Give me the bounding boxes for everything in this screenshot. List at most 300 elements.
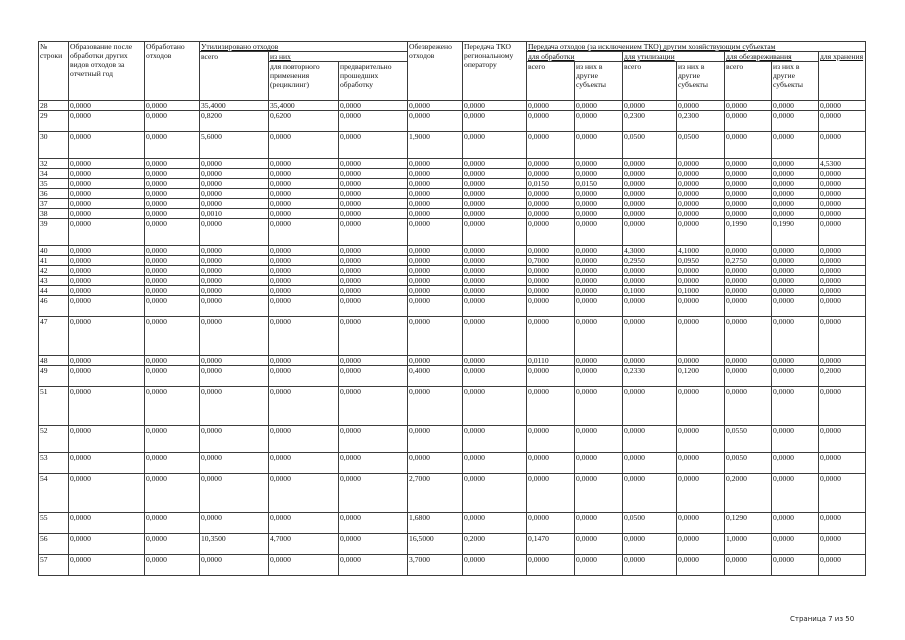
value-cell: 0,0000 [575,387,623,426]
value-cell: 0,0000 [145,356,200,366]
row-number-cell: 38 [39,209,69,219]
value-cell: 0,0000 [677,199,725,209]
value-cell: 0,0000 [527,189,575,199]
value-cell: 0,0000 [527,387,575,426]
value-cell: 0,0000 [408,266,463,276]
value-cell: 0,0000 [463,179,527,189]
table-row [39,453,866,474]
value-cell: 0,0000 [408,179,463,189]
value-cell: 0,0000 [69,453,145,474]
value-cell: 0,0000 [339,189,408,199]
value-cell: 0,0000 [772,246,819,256]
value-cell: 4,5300 [819,159,866,169]
header-neutralization-total: всего [725,62,772,101]
value-cell: 0,0000 [575,132,623,159]
value-cell: 0,0000 [677,474,725,513]
value-cell: 1,0000 [725,534,772,555]
value-cell: 0,0000 [677,555,725,576]
value-cell: 0,0000 [463,159,527,169]
value-cell: 0,0000 [463,513,527,534]
value-cell: 0,0000 [772,356,819,366]
value-cell: 0,0000 [623,209,677,219]
value-cell: 0,0000 [575,474,623,513]
value-cell: 0,0000 [725,366,772,387]
value-cell: 0,0000 [200,356,269,366]
value-cell: 0,0000 [623,169,677,179]
value-cell: 0,0000 [269,179,339,189]
value-cell: 0,0000 [819,189,866,199]
value-cell: 0,0000 [772,179,819,189]
table-row [39,169,866,179]
value-cell: 0,2000 [463,534,527,555]
row-number-cell: 30 [39,132,69,159]
value-cell: 0,0000 [339,356,408,366]
header-group-processing: для обработки [527,52,623,62]
value-cell: 0,0000 [623,317,677,356]
value-cell: 0,0000 [725,286,772,296]
table-row [39,534,866,555]
value-cell: 0,0500 [677,132,725,159]
row-number-cell: 57 [39,555,69,576]
value-cell: 0,0000 [677,266,725,276]
waste-report-table [38,41,866,576]
header-processing-total: всего [527,62,575,101]
value-cell: 1,6800 [408,513,463,534]
value-cell: 0,0000 [677,169,725,179]
value-cell: 0,0000 [269,286,339,296]
value-cell: 0,0000 [677,453,725,474]
value-cell: 0,0000 [339,286,408,296]
value-cell: 0,0000 [339,453,408,474]
value-cell: 0,0000 [725,189,772,199]
value-cell: 0,0000 [623,296,677,317]
row-number-cell: 34 [39,169,69,179]
page-number: Страница 7 из 50 [790,615,855,623]
row-number-cell: 43 [39,276,69,286]
value-cell: 0,0000 [339,101,408,111]
value-cell: 0,0000 [623,199,677,209]
value-cell: 0,0000 [575,266,623,276]
value-cell: 0,0000 [269,159,339,169]
header-row-number: № строки [39,42,69,101]
value-cell: 0,1290 [725,513,772,534]
value-cell: 0,0000 [69,101,145,111]
value-cell: 0,0000 [69,111,145,132]
value-cell: 0,0000 [772,453,819,474]
value-cell: 0,0000 [145,199,200,209]
value-cell: 0,0000 [145,159,200,169]
row-number-cell: 37 [39,199,69,209]
value-cell: 3,7000 [408,555,463,576]
value-cell: 0,0000 [200,256,269,266]
value-cell: 35,4000 [200,101,269,111]
table-row [39,474,866,513]
value-cell: 0,0000 [200,179,269,189]
value-cell: 0,0000 [269,296,339,317]
row-number-cell: 47 [39,317,69,356]
value-cell: 0,0000 [463,209,527,219]
table-row [39,296,866,317]
row-number-cell: 53 [39,453,69,474]
value-cell: 0,0000 [623,453,677,474]
value-cell: 0,0000 [269,366,339,387]
value-cell: 0,0000 [200,366,269,387]
value-cell: 0,0000 [69,296,145,317]
value-cell: 0,0000 [819,474,866,513]
row-number-cell: 42 [39,266,69,276]
table-row [39,179,866,189]
value-cell: 0,0000 [269,246,339,256]
table-row [39,132,866,159]
table-row [39,189,866,199]
value-cell: 0,1990 [725,219,772,246]
value-cell: 0,0000 [725,159,772,169]
value-cell: 0,0000 [69,366,145,387]
value-cell: 0,0000 [200,387,269,426]
value-cell: 0,0000 [339,219,408,246]
value-cell: 0,0000 [200,555,269,576]
table-row [39,366,866,387]
value-cell: 0,0000 [677,209,725,219]
value-cell: 0,2950 [623,256,677,266]
row-number-cell: 44 [39,286,69,296]
value-cell: 0,0000 [69,474,145,513]
value-cell: 0,0000 [69,555,145,576]
value-cell: 1,9000 [408,132,463,159]
value-cell: 0,0000 [527,453,575,474]
value-cell: 0,0000 [145,366,200,387]
value-cell: 0,0000 [819,179,866,189]
value-cell: 0,0000 [145,266,200,276]
value-cell: 0,0000 [408,159,463,169]
value-cell: 0,0000 [339,179,408,189]
value-cell: 0,0000 [819,286,866,296]
row-number-cell: 49 [39,366,69,387]
value-cell: 0,0000 [772,199,819,209]
table-row [39,356,866,366]
table-row [39,209,866,219]
header-util-recycling: для повторного применения (рециклинг) [269,62,339,101]
value-cell: 0,0000 [527,132,575,159]
value-cell: 0,0000 [69,286,145,296]
table-row [39,101,866,111]
header-utilized: Утилизировано отходов [200,42,408,52]
value-cell: 0,0000 [145,246,200,256]
value-cell: 0,0000 [623,276,677,286]
value-cell: 0,0000 [408,199,463,209]
value-cell: 0,0000 [408,317,463,356]
value-cell: 0,0000 [200,453,269,474]
value-cell: 0,0000 [200,199,269,209]
value-cell: 4,3000 [623,246,677,256]
value-cell: 0,0000 [200,169,269,179]
value-cell: 0,0000 [772,286,819,296]
value-cell: 0,0000 [575,513,623,534]
value-cell: 0,2300 [677,111,725,132]
value-cell: 0,0000 [200,276,269,286]
value-cell: 0,0000 [772,169,819,179]
value-cell: 0,0000 [575,189,623,199]
value-cell: 0,0000 [623,534,677,555]
value-cell: 0,0000 [463,111,527,132]
value-cell: 0,0000 [623,219,677,246]
value-cell: 0,0000 [677,159,725,169]
value-cell: 0,0000 [408,296,463,317]
value-cell: 0,0010 [200,209,269,219]
value-cell: 0,0000 [269,266,339,276]
table-row [39,266,866,276]
value-cell: 0,0000 [269,426,339,453]
value-cell: 0,0000 [339,555,408,576]
value-cell: 0,0000 [200,426,269,453]
value-cell: 0,0000 [575,209,623,219]
value-cell: 0,0000 [145,179,200,189]
value-cell: 0,0000 [339,169,408,179]
value-cell: 0,0000 [269,209,339,219]
table-row [39,199,866,209]
value-cell: 0,0000 [463,555,527,576]
header-processing-other: из них в другие субъекты [575,62,623,101]
value-cell: 0,0000 [677,426,725,453]
value-cell: 0,0000 [339,534,408,555]
value-cell: 0,0500 [623,132,677,159]
value-cell: 0,0000 [463,101,527,111]
value-cell: 35,4000 [269,101,339,111]
value-cell: 0,0000 [69,513,145,534]
report-sheet [38,41,866,576]
header-transfer-other: Передача отходов (за исключением ТКО) другим хозяйствующим субъектам [527,42,866,52]
value-cell: 0,0000 [269,189,339,199]
row-number-cell: 48 [39,356,69,366]
value-cell: 0,1000 [623,286,677,296]
value-cell: 0,0000 [527,513,575,534]
value-cell: 0,0000 [575,426,623,453]
value-cell: 0,0000 [463,266,527,276]
value-cell: 0,0110 [527,356,575,366]
table-body [39,101,866,576]
value-cell: 0,0000 [200,474,269,513]
value-cell: 0,0000 [819,356,866,366]
value-cell: 0,0000 [339,513,408,534]
value-cell: 0,0000 [819,256,866,266]
value-cell: 0,2000 [725,474,772,513]
value-cell: 16,5000 [408,534,463,555]
value-cell: 0,0000 [339,276,408,286]
value-cell: 0,0000 [819,296,866,317]
value-cell: 0,0000 [819,101,866,111]
value-cell: 0,0000 [623,159,677,169]
value-cell: 0,0000 [200,513,269,534]
value-cell: 0,0000 [772,132,819,159]
value-cell: 0,0000 [772,101,819,111]
value-cell: 0,0000 [339,209,408,219]
value-cell: 0,2300 [623,111,677,132]
value-cell: 0,0000 [725,209,772,219]
value-cell: 0,0000 [623,387,677,426]
value-cell: 0,0000 [145,387,200,426]
value-cell: 0,0000 [145,189,200,199]
value-cell: 0,0000 [200,286,269,296]
table-row [39,387,866,426]
value-cell: 0,0000 [725,276,772,286]
value-cell: 0,4000 [408,366,463,387]
table-row [39,276,866,286]
value-cell: 0,0000 [269,219,339,246]
value-cell: 0,0950 [677,256,725,266]
value-cell: 0,0000 [408,286,463,296]
value-cell: 0,0000 [527,366,575,387]
value-cell: 0,0000 [677,513,725,534]
header-utilization-other: из них в другие субъекты [677,62,725,101]
row-number-cell: 55 [39,513,69,534]
value-cell: 0,0000 [69,169,145,179]
value-cell: 4,1000 [677,246,725,256]
value-cell: 0,0000 [819,513,866,534]
value-cell: 0,0000 [145,426,200,453]
value-cell: 0,0000 [463,246,527,256]
value-cell: 0,2750 [725,256,772,266]
value-cell: 0,0000 [677,179,725,189]
header-utilization-total: всего [623,62,677,101]
value-cell: 0,0000 [145,276,200,286]
value-cell: 0,0000 [145,219,200,246]
value-cell: 0,0000 [200,317,269,356]
value-cell: 0,0000 [677,276,725,286]
value-cell: 0,0000 [527,276,575,286]
value-cell: 0,0150 [527,179,575,189]
value-cell: 0,0000 [725,296,772,317]
value-cell: 0,0000 [69,132,145,159]
value-cell: 0,0000 [725,111,772,132]
table-row [39,256,866,266]
value-cell: 0,0000 [463,189,527,199]
value-cell: 0,0000 [575,111,623,132]
value-cell: 0,0000 [463,296,527,317]
header-processed: Обработано отходов [145,42,200,101]
header-util-total: всего [200,52,269,101]
value-cell: 0,0000 [819,534,866,555]
header-transfer-tko: Передача ТКО региональному оператору [463,42,527,101]
value-cell: 0,0000 [772,387,819,426]
value-cell: 0,0000 [623,179,677,189]
value-cell: 0,0000 [527,169,575,179]
value-cell: 0,0000 [269,513,339,534]
row-number-cell: 35 [39,179,69,189]
value-cell: 0,0000 [408,453,463,474]
table-row [39,219,866,246]
value-cell: 0,0000 [819,317,866,356]
value-cell: 0,0000 [772,426,819,453]
value-cell: 0,0000 [772,266,819,276]
value-cell: 0,0000 [339,256,408,266]
value-cell: 0,0000 [200,296,269,317]
value-cell: 0,0000 [575,159,623,169]
value-cell: 0,0000 [725,555,772,576]
table-row [39,555,866,576]
value-cell: 0,0000 [527,555,575,576]
value-cell: 0,0000 [69,426,145,453]
value-cell: 0,0000 [69,317,145,356]
value-cell: 0,0000 [463,317,527,356]
value-cell: 0,0150 [575,179,623,189]
value-cell: 0,0000 [463,453,527,474]
value-cell: 0,0000 [145,111,200,132]
value-cell: 0,0000 [408,387,463,426]
row-number-cell: 32 [39,159,69,169]
header-formed: Образование после обработки других видов отходов за отчетный год [69,42,145,101]
value-cell: 0,0000 [145,169,200,179]
value-cell: 0,0000 [408,209,463,219]
value-cell: 0,0000 [527,219,575,246]
value-cell: 0,0000 [819,111,866,132]
value-cell: 0,7000 [527,256,575,266]
value-cell: 0,0000 [463,169,527,179]
header-util-of-them: из них [269,52,408,62]
value-cell: 0,0000 [575,199,623,209]
value-cell: 2,7000 [408,474,463,513]
value-cell: 0,0000 [527,474,575,513]
value-cell: 0,0000 [772,317,819,356]
value-cell: 0,0000 [527,209,575,219]
value-cell: 0,0000 [527,246,575,256]
header-util-preparation: предварительно прошедших обработку [339,62,408,101]
value-cell: 0,0000 [725,317,772,356]
value-cell: 0,0000 [463,219,527,246]
value-cell: 0,0000 [725,356,772,366]
row-number-cell: 56 [39,534,69,555]
value-cell: 0,0500 [623,513,677,534]
value-cell: 0,0000 [725,132,772,159]
value-cell: 0,0000 [145,534,200,555]
value-cell: 0,0000 [623,101,677,111]
value-cell: 0,0000 [575,286,623,296]
header-group-storage: для хранения [819,52,866,101]
value-cell: 0,8200 [200,111,269,132]
value-cell: 0,0000 [269,555,339,576]
value-cell: 0,0000 [819,426,866,453]
value-cell: 5,6000 [200,132,269,159]
value-cell: 0,0000 [575,356,623,366]
value-cell: 0,0000 [772,555,819,576]
value-cell: 0,0000 [575,453,623,474]
value-cell: 0,0000 [819,453,866,474]
value-cell: 0,0000 [725,101,772,111]
header-neutralization-other: из них в другие субъекты [772,62,819,101]
value-cell: 0,0000 [145,286,200,296]
value-cell: 0,0000 [69,246,145,256]
value-cell: 0,0000 [575,296,623,317]
table-row [39,286,866,296]
value-cell: 0,0000 [339,317,408,356]
value-cell: 0,0000 [772,111,819,132]
value-cell: 0,0000 [623,266,677,276]
value-cell: 0,0000 [575,317,623,356]
header-group-neutralization: для обезвреживания [725,52,819,62]
value-cell: 0,0000 [623,189,677,199]
value-cell: 0,0000 [677,189,725,199]
value-cell: 0,0000 [145,296,200,317]
value-cell: 0,0000 [623,474,677,513]
value-cell: 0,0000 [408,101,463,111]
value-cell: 0,0000 [819,219,866,246]
value-cell: 0,0000 [527,101,575,111]
value-cell: 0,0000 [772,474,819,513]
value-cell: 0,0000 [575,246,623,256]
value-cell: 0,0550 [725,426,772,453]
row-number-cell: 28 [39,101,69,111]
value-cell: 0,0000 [575,256,623,266]
value-cell: 0,0000 [69,276,145,286]
